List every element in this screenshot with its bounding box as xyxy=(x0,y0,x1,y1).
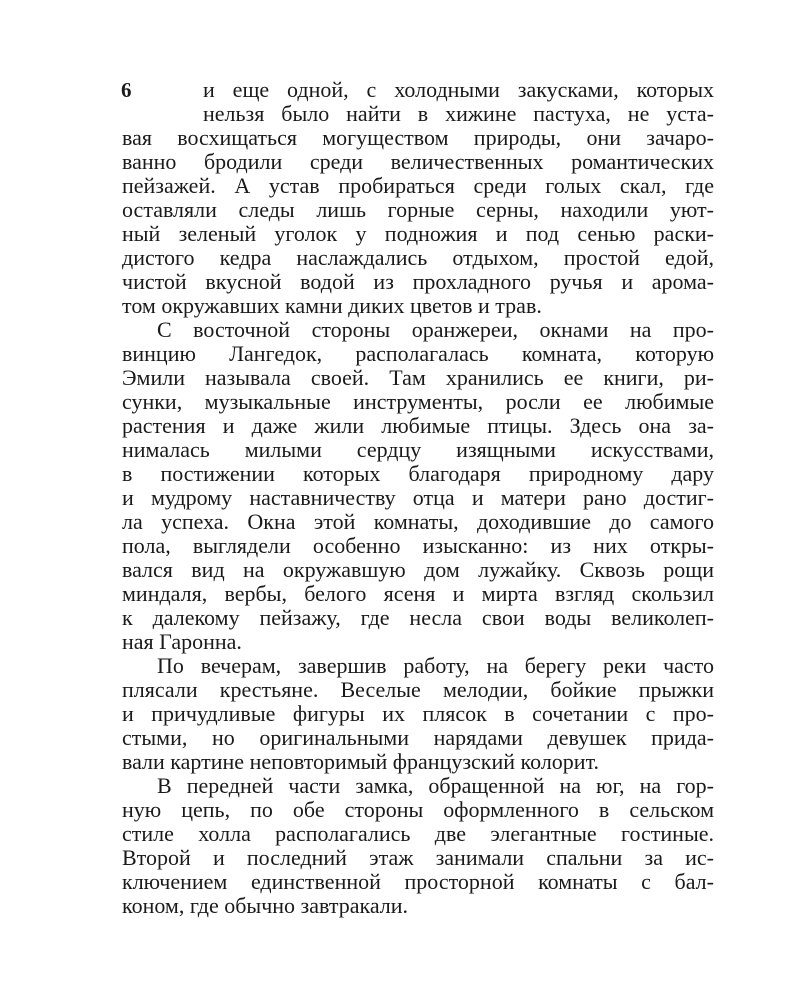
text-line: оставляли следы лишь горные серны, находили уют- xyxy=(122,197,714,222)
text-line: плясали крестьяне. Веселые мелодии, бойкие прыжки xyxy=(122,677,714,702)
text-line: По вечерам, завершив работу, на берегу реки часто xyxy=(157,653,714,678)
text-line: Второй и последний этаж занимали спальни за ис- xyxy=(122,845,714,870)
text-line: коном, где обычно завтракали. xyxy=(122,893,409,918)
text-line: вали картине неповторимый французский колорит. xyxy=(122,749,600,774)
text-line: Эмили называла своей. Там хранились ее книги, ри- xyxy=(122,365,714,390)
text-line: и мудрому наставничеству отца и матери рано достиг- xyxy=(122,485,714,510)
text-line: ный зеленый уголок у подножия и под сенью раски- xyxy=(122,221,714,246)
text-line: растения и даже жили любимые птицы. Здесь она за- xyxy=(122,413,714,438)
text-line: ключением единственной просторной комнаты с бал- xyxy=(122,869,714,894)
text-line: стыми, но оригинальными нарядами девушек прида- xyxy=(122,725,714,750)
text-line: ла успеха. Окна этой комнаты, доходившие до самого xyxy=(122,509,714,534)
text-line: вая восхищаться могуществом природы, они зачаро- xyxy=(122,125,714,150)
text-line: нельзя было найти в хижине пастуха, не уста- xyxy=(203,101,714,126)
text-line: том окружавших камни диких цветов и трав. xyxy=(122,293,542,318)
text-line: С восточной стороны оранжереи, окнами на про- xyxy=(157,317,714,342)
text-line: нималась милыми сердцу изящными искусствами, xyxy=(122,437,714,462)
text-line: ную цепь, по обе стороны оформленного в сельском xyxy=(122,797,714,822)
text-line: вался вид на окружавшую дом лужайку. Сквозь рощи xyxy=(122,557,714,582)
text-line: ная Гаронна. xyxy=(122,629,242,654)
text-line: миндаля, вербы, белого ясеня и мирта взгляд скользил xyxy=(122,581,714,606)
text-line: чистой вкусной водой из прохладного ручья и арома- xyxy=(122,269,714,294)
text-line: ванно бродили среди величественных романтических xyxy=(122,149,714,174)
text-line: к далекому пейзажу, где несла свои воды великолеп- xyxy=(122,605,714,630)
text-line: стиле холла располагались две элегантные гостиные. xyxy=(122,821,714,846)
text-line: и еще одной, с холодными закусками, которых xyxy=(203,77,714,102)
text-line: сунки, музыкальные инструменты, росли ее любимые xyxy=(122,389,714,414)
text-line: в постижении которых благодаря природному дару xyxy=(122,461,714,486)
text-line: дистого кедра наслаждались отдыхом, простой едой, xyxy=(122,245,714,270)
text-line: винцию Лангедок, располагалась комната, которую xyxy=(122,341,714,366)
text-line: пейзажей. А устав пробираться среди голых скал, где xyxy=(122,173,714,198)
text-line: В передней части замка, обращенной на юг, на гор- xyxy=(157,773,714,798)
text-line: пола, выглядели особенно изысканно: из них откры- xyxy=(122,533,714,558)
text-line: и причудливые фигуры их плясок в сочетании с про- xyxy=(122,701,714,726)
page-number: 6 xyxy=(121,78,132,102)
